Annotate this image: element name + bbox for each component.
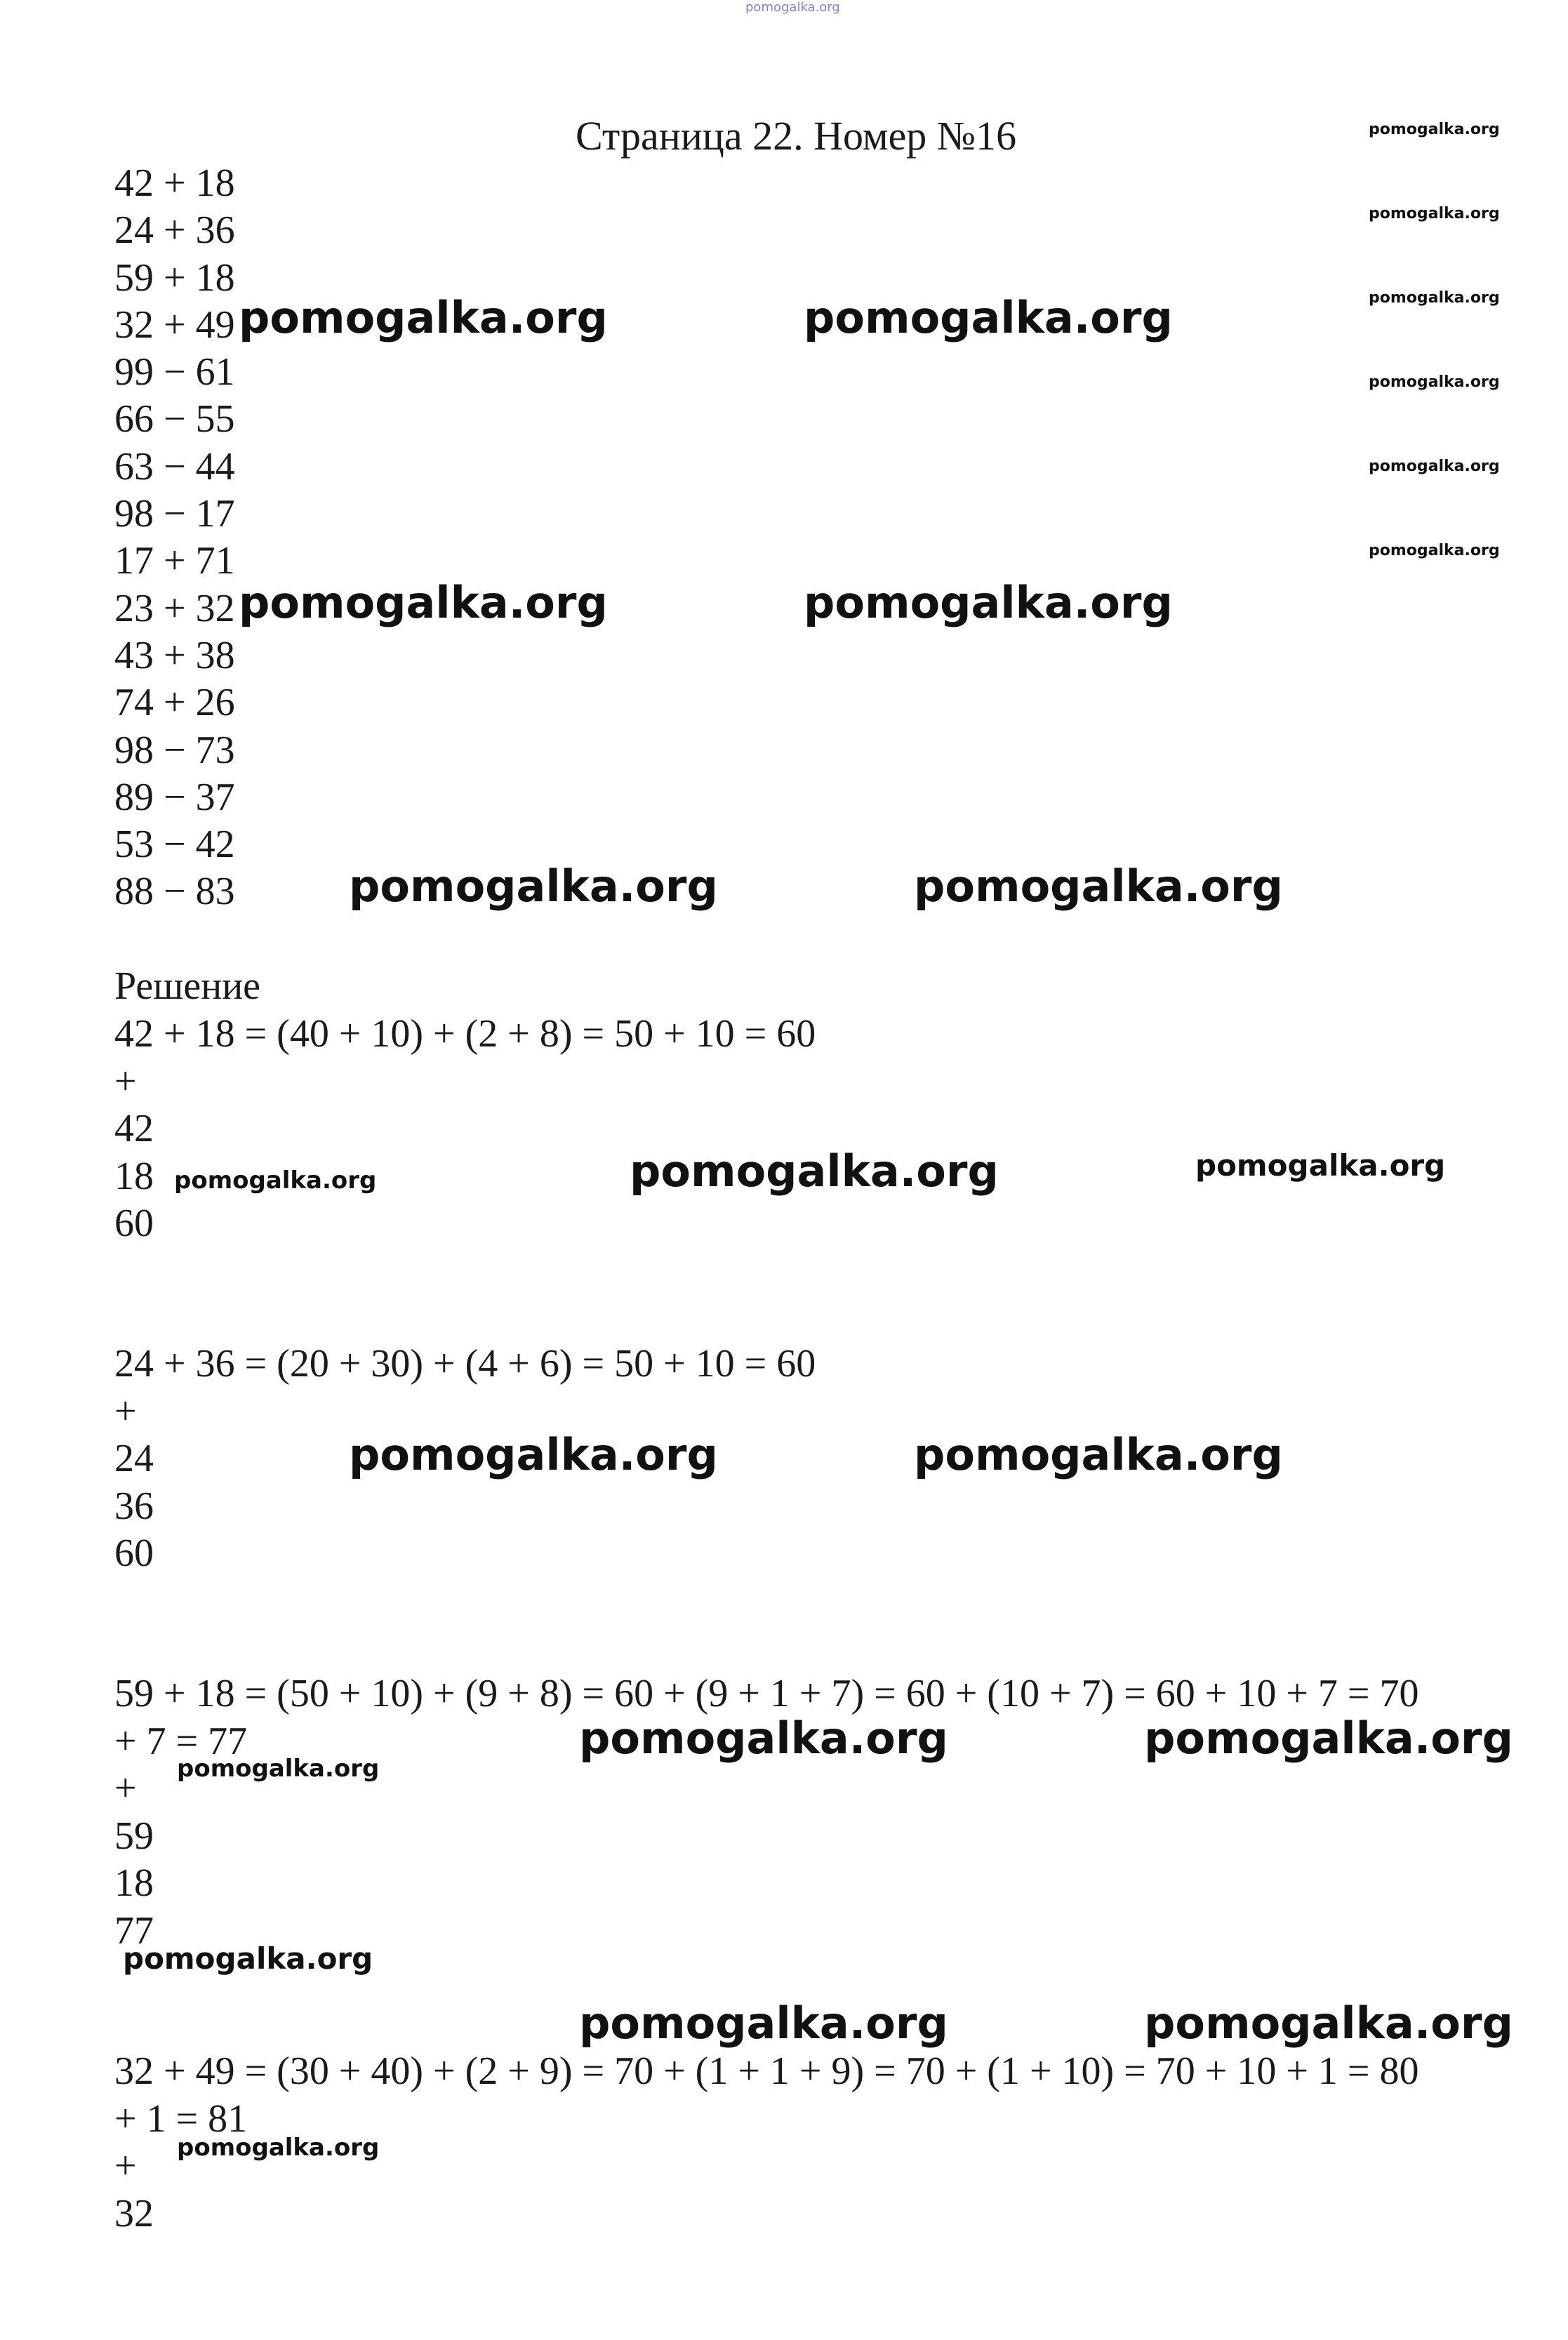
- header-watermark: pomogalka.org: [745, 0, 840, 15]
- solution-line: +: [114, 1767, 137, 1810]
- exercise-item: 99 − 61: [114, 350, 235, 394]
- watermark: pomogalka.org: [1144, 1997, 1513, 2049]
- watermark: pomogalka.org: [579, 1997, 948, 2049]
- solution-line: 32: [114, 2191, 154, 2235]
- solution-block: [114, 1011, 816, 1248]
- watermark: pomogalka.org: [1369, 289, 1500, 307]
- solution-line: 42 + 18 = (40 + 10) + (2 + 8) = 50 + 10 = 60: [114, 1012, 816, 1056]
- exercise-item: 74 + 26: [114, 681, 235, 725]
- solution-line: +: [114, 2144, 137, 2188]
- solution-line: 42: [114, 1107, 154, 1150]
- solution-line: + 1 = 81: [114, 2096, 248, 2141]
- exercise-item: 43 + 38: [114, 633, 235, 677]
- watermark: pomogalka.org: [579, 1713, 948, 1764]
- exercise-item: 98 − 17: [114, 492, 235, 536]
- solution-line: 60: [114, 1531, 154, 1575]
- watermark: pomogalka.org: [239, 577, 608, 628]
- exercise-item: 66 − 55: [114, 397, 235, 441]
- solution-line: 18: [114, 1861, 154, 1905]
- solution-line: 77: [114, 1908, 154, 1953]
- watermark: pomogalka.org: [804, 577, 1173, 628]
- exercise-item: 59 + 18: [114, 255, 235, 300]
- solution-line: 24: [114, 1437, 154, 1480]
- solution-line: 59 + 18 = (50 + 10) + (9 + 8) = 60 + (9 + 1 + 7) = 60 + (10 + 7) = 60 + 10 + 7 = 70: [114, 1672, 1419, 1715]
- watermark: pomogalka.org: [177, 2134, 380, 2162]
- watermark: pomogalka.org: [1195, 1148, 1446, 1183]
- watermark: pomogalka.org: [177, 1755, 380, 1783]
- watermark: pomogalka.org: [1369, 542, 1500, 559]
- exercise-item: 17 + 71: [114, 539, 235, 583]
- watermark: pomogalka.org: [914, 860, 1283, 912]
- watermark: pomogalka.org: [1369, 458, 1500, 475]
- exercise-item: 89 − 37: [114, 775, 235, 819]
- exercise-list: [114, 160, 235, 916]
- watermark: pomogalka.org: [1369, 373, 1500, 391]
- watermark: pomogalka.org: [239, 292, 608, 343]
- watermark: pomogalka.org: [1369, 121, 1500, 138]
- watermark: pomogalka.org: [349, 1429, 718, 1480]
- solution-line: 36: [114, 1484, 154, 1528]
- watermark: pomogalka.org: [349, 860, 718, 912]
- solution-line: 24 + 36 = (20 + 30) + (4 + 6) = 50 + 10 = 60: [114, 1342, 816, 1385]
- solution-line: 32 + 49 = (30 + 40) + (2 + 9) = 70 + (1 + 1 + 9) = 70 + (1 + 10) = 70 + 10 + 1 = 80: [114, 2049, 1419, 2093]
- solution-heading: Решение: [114, 964, 261, 1008]
- solution-line: + 7 = 77: [114, 1719, 248, 1763]
- watermark: pomogalka.org: [1144, 1713, 1513, 1764]
- exercise-item: 98 − 73: [114, 728, 235, 772]
- solution-line: +: [114, 1059, 137, 1103]
- exercise-item: 24 + 36: [114, 208, 235, 253]
- watermark: pomogalka.org: [174, 1166, 377, 1195]
- exercise-item: 32 + 49: [114, 303, 235, 347]
- exercise-item: 88 − 83: [114, 870, 235, 914]
- exercise-item: 63 − 44: [114, 444, 235, 488]
- solution-line: 18: [114, 1154, 154, 1198]
- solution-line: +: [114, 1389, 137, 1433]
- watermark: pomogalka.org: [1369, 205, 1500, 222]
- watermark: pomogalka.org: [804, 292, 1173, 343]
- exercise-item: 53 − 42: [114, 823, 235, 867]
- watermark: pomogalka.org: [123, 1941, 373, 1976]
- solution-line: 59: [114, 1814, 154, 1858]
- watermark: pomogalka.org: [914, 1429, 1283, 1480]
- page-title: Страница 22. Номер №16: [576, 113, 1017, 159]
- watermark: pomogalka.org: [630, 1145, 999, 1197]
- exercise-item: 42 + 18: [114, 161, 235, 205]
- exercise-item: 23 + 32: [114, 586, 235, 630]
- solution-line: 60: [114, 1202, 154, 1245]
